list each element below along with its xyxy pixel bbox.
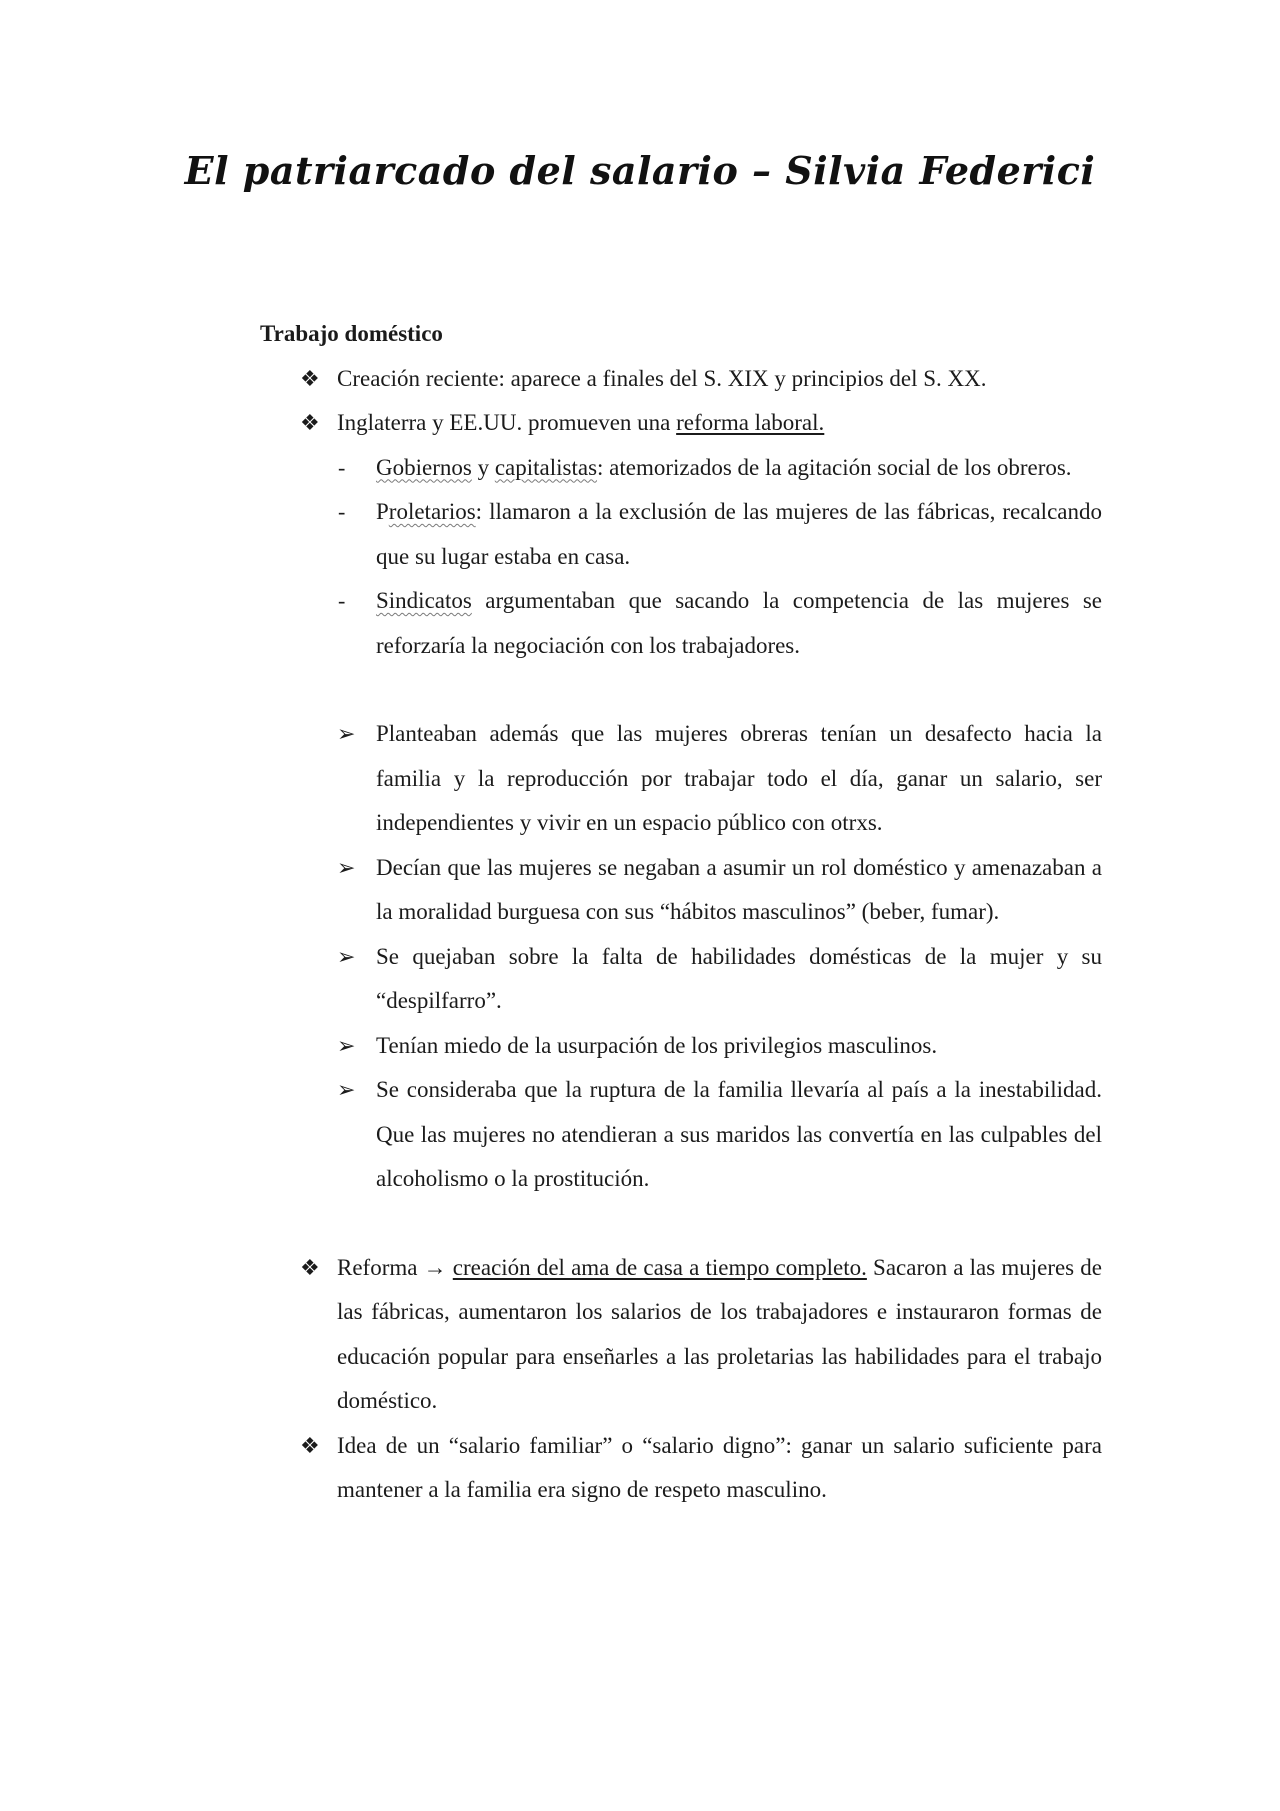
arrow-text: Se quejaban sobre la falta de habilidades domésticas de la mujer y su “despilfarro”. [376, 943, 1102, 1013]
bullet-item [260, 1424, 1102, 1513]
dash-item [260, 579, 1102, 668]
arrow-item [260, 1068, 1102, 1202]
bullet-text: Idea de un “salario familiar” o “salario digno”: ganar un salario suficiente para mantener a la familia era signo de respeto masculino. [337, 1432, 1102, 1502]
dash-item [260, 446, 1102, 491]
section-heading: Trabajo doméstico [260, 321, 443, 346]
dash-text: argumentaban que sacando la competencia de las mujeres se reforzaría la negociación con los trabajadores. [376, 588, 1102, 658]
dash-marker: - [338, 588, 346, 613]
arrow-item [260, 712, 1102, 846]
arrow-text: Decían que las mujeres se negaban a asumir un rol doméstico y amenazaban a la moralidad burguesa con sus “hábitos masculinos” (beber, fumar). [376, 854, 1102, 924]
arrow-text: Se consideraba que la ruptura de la familia llevaría al país a la inestabilidad. Que las mujeres no atendieran a sus maridos las convertía en las culpables del alcoholismo o la prostitución. [376, 1077, 1102, 1191]
arrow-item [260, 846, 1102, 935]
bullet-text: Inglaterra y EE.UU. promueven una [337, 410, 677, 435]
arrow-text: Tenían miedo de la usurpación de los privilegios masculinos. [376, 1032, 938, 1058]
spellcheck-word: capitalistas [494, 454, 598, 480]
arrow-bullet-icon: ➢ [337, 1077, 356, 1102]
underlined-text: reforma laboral. [676, 410, 825, 435]
spellcheck-word: roletarios [388, 499, 476, 524]
dash-marker: - [338, 499, 346, 524]
diamond-bullet-icon: ❖ [300, 410, 320, 435]
dash-text: : llamaron a la exclusión de las mujeres de las fábricas, recalcando que su lugar estaba en casa. [376, 499, 1102, 569]
dash-marker: - [338, 454, 346, 480]
bullet-text: Sacaron a las mujeres de las fábricas, aumentaron los salarios de los trabajadores e instauraron formas de educación popular para enseñarles a las proletarias las habilidades para el trabajo doméstico. [337, 1254, 1103, 1413]
bullet-item [260, 357, 1102, 402]
bullet-item [260, 1246, 1102, 1424]
arrow-bullet-icon: ➢ [337, 721, 356, 746]
spacer [260, 668, 1102, 712]
arrow-bullet-icon: ➢ [337, 854, 356, 880]
spellcheck-word: Sindicatos [376, 588, 472, 613]
dash-item [260, 490, 1102, 579]
arrow-item [260, 1024, 1102, 1069]
diamond-bullet-icon: ❖ [300, 1254, 320, 1280]
spacer [260, 1202, 1102, 1246]
arrow-bullet-icon: ➢ [337, 1032, 356, 1058]
diamond-bullet-icon: ❖ [300, 1432, 320, 1458]
right-arrow-icon: → [423, 1254, 447, 1280]
dash-text: P [376, 499, 389, 524]
underlined-text: creación del ama de casa a tiempo completo. [452, 1254, 867, 1280]
document-body [260, 312, 1102, 1513]
bullet-item [260, 401, 1102, 446]
document-title: El patriarcado del salario – Silvia Federici [184, 148, 1096, 193]
arrow-item [260, 935, 1102, 1024]
dash-text: y [471, 454, 495, 480]
bullet-text: Creación reciente: aparece a finales del S. XIX y principios del S. XX. [337, 365, 987, 391]
spellcheck-word: Gobiernos [376, 454, 472, 480]
arrow-text: Planteaban además que las mujeres obreras tenían un desafecto hacia la familia y la reproducción por trabajar todo el día, ganar un salario, ser independientes y vivir en un espacio público con otrxs. [376, 721, 1102, 835]
dash-text: : atemorizados de la agitación social de los obreros. [597, 454, 1072, 480]
bullet-text: Reforma [337, 1254, 424, 1280]
diamond-bullet-icon: ❖ [300, 365, 320, 391]
arrow-bullet-icon: ➢ [337, 943, 356, 969]
